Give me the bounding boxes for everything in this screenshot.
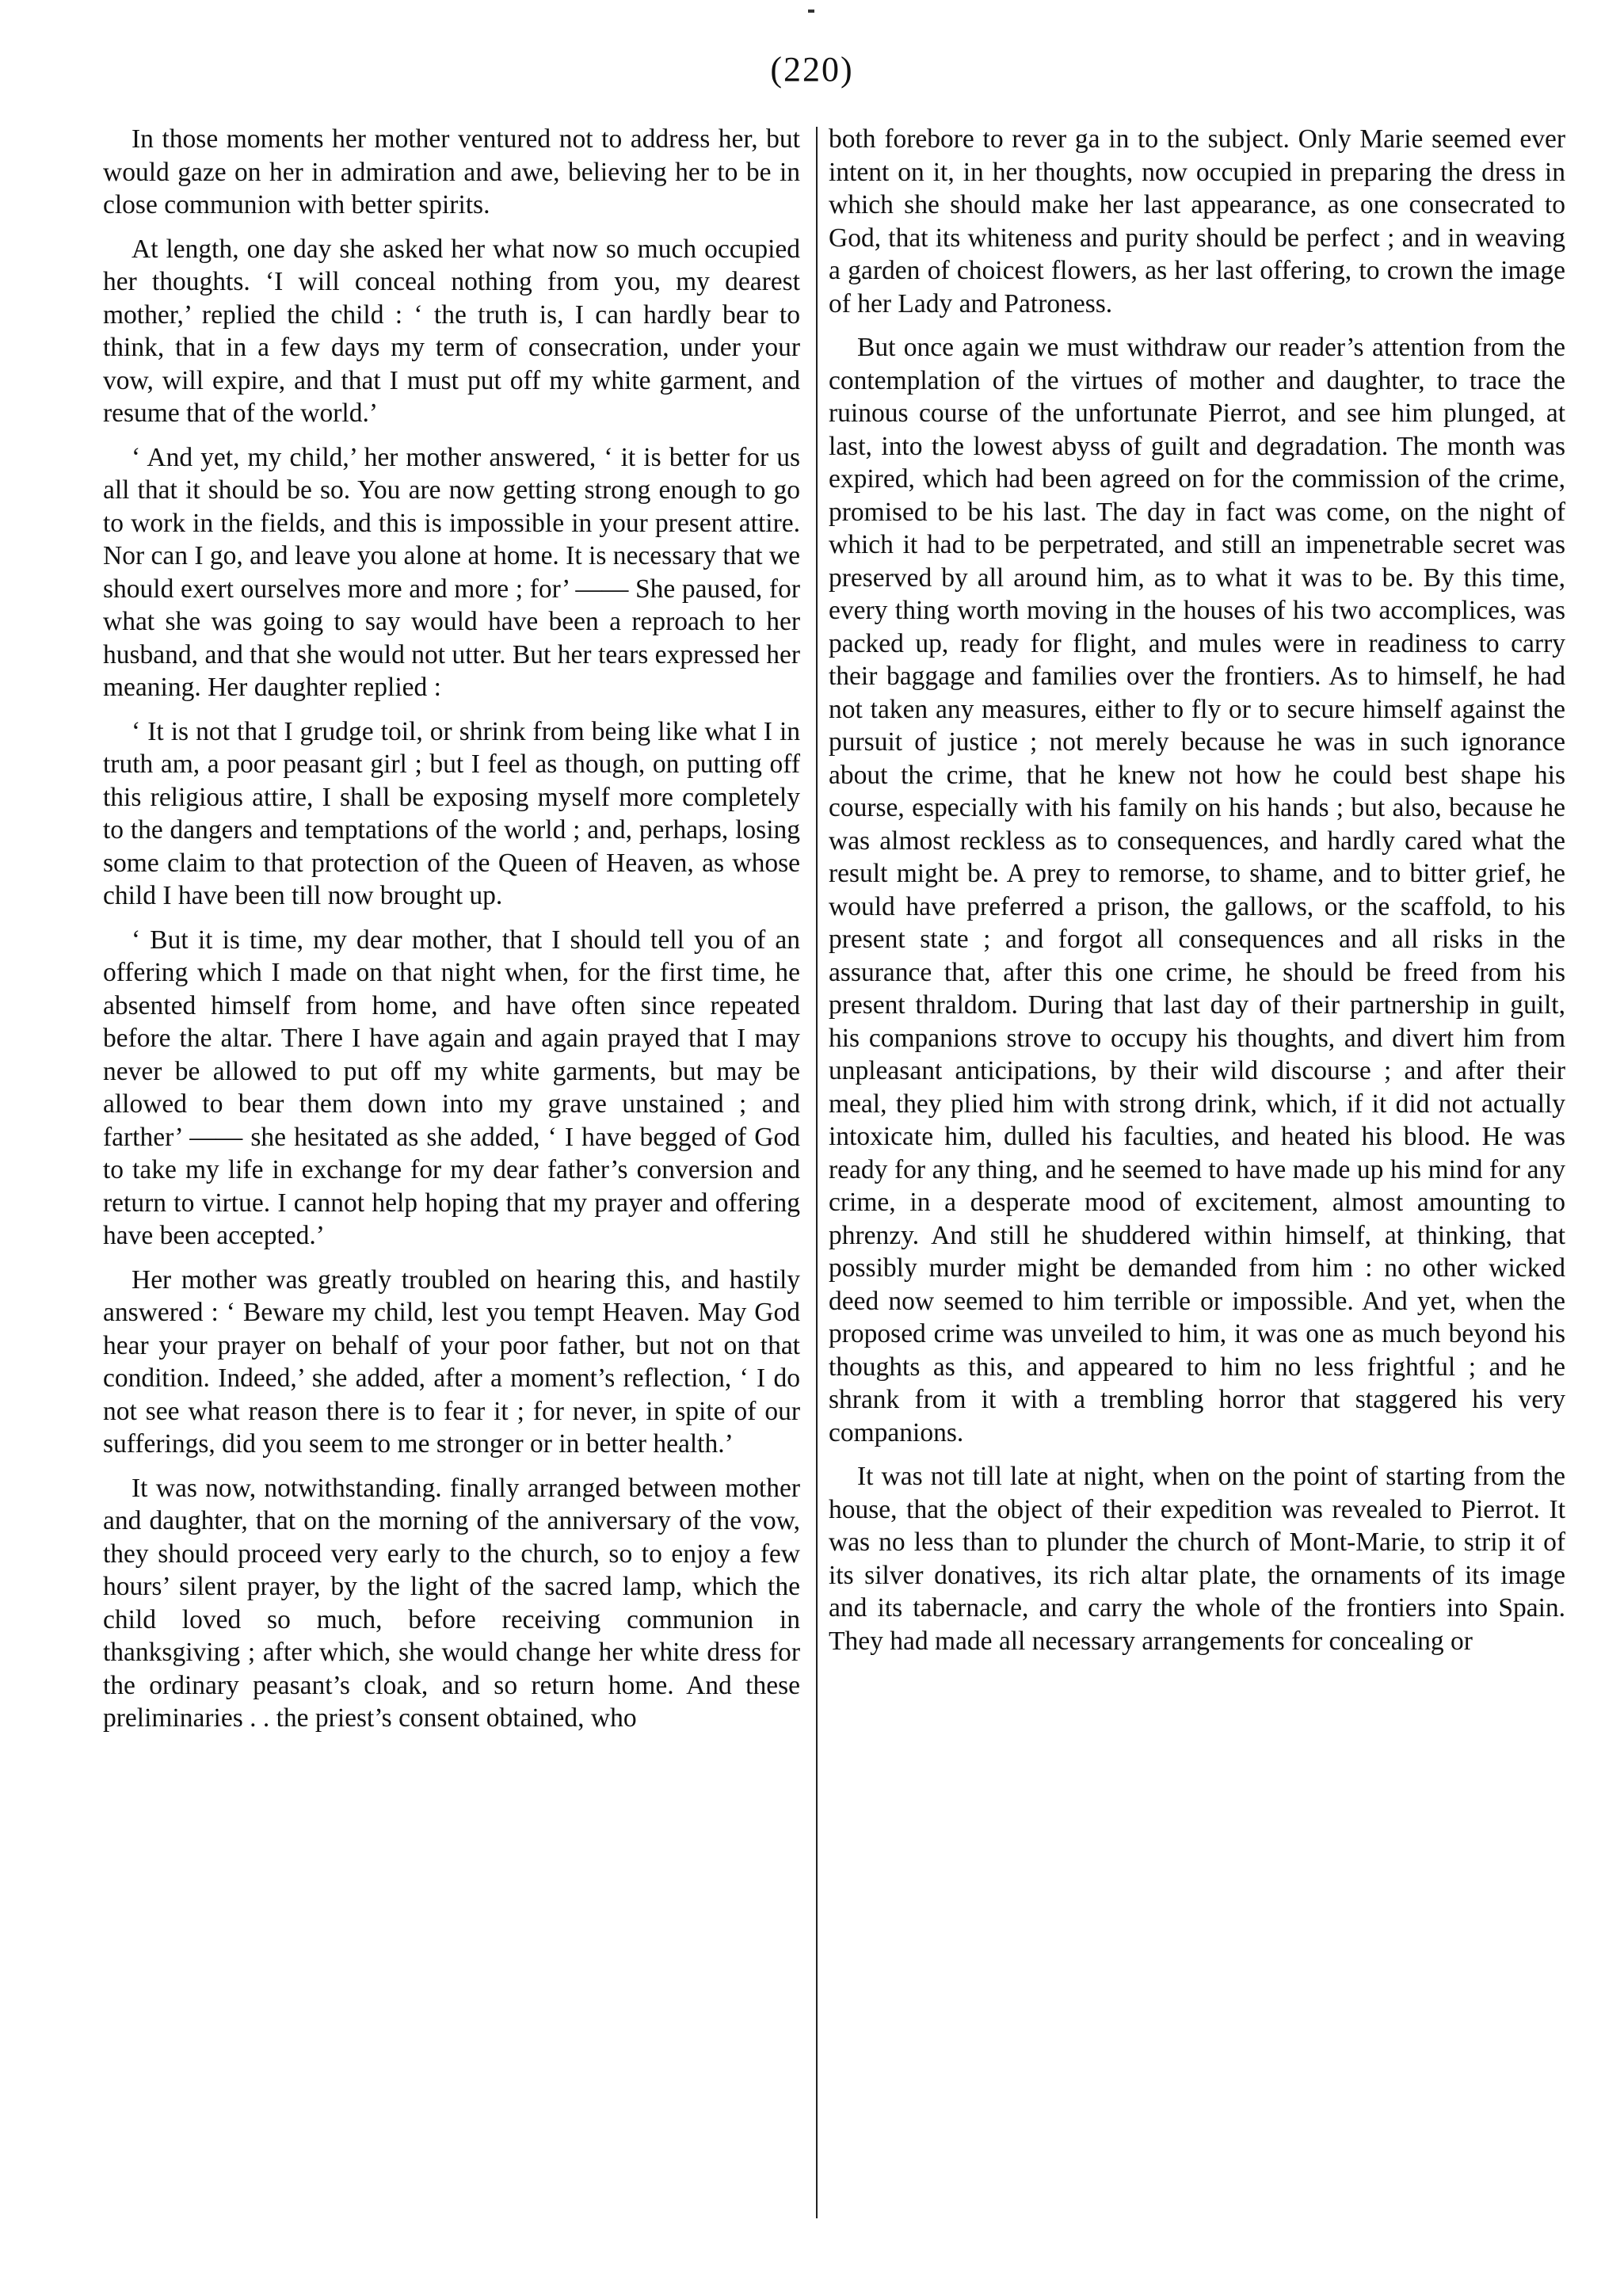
column-divider — [816, 127, 818, 2218]
paragraph: At length, one day she asked her what now so much occupied her thoughts. ‘I will conceal nothing from you, my dearest mother,’ replied the child : ‘ the truth is, I can hardly bear to think, that in a few days my term of consecration, under your vow, will expire, and that I must put off my white garment, and resume that of the world.’ — [103, 234, 800, 428]
paragraph: It was not till late at night, when on the point of starting from the house, that the object of their expedition was revealed to Pierrot. It was no less than to plunder the church of Mont-Marie, to strip it of its silver donatives, its rich altar plate, the ornaments of its image and its tabernacle, and carry the whole of the frontiers into Spain. They had made all necessary arrangements for concealing or — [829, 1462, 1565, 1656]
paragraph: ‘ And yet, my child,’ her mother answered, ‘ it is better for us all that it should be so. You are now getting strong enough to go to work in the fields, and this is impossible in your present attire. Nor can I go, and leave you alone at home. It is necessary that we should exert ourselves more and more ; for’ —— She paused, for what she was going to say would have been a reproach to her husband, and that she would not utter. But her tears expressed her meaning. Her daughter replied : — [103, 442, 800, 702]
paragraph: ‘ But it is time, my dear mother, that I should tell you of an offering which I made on that night when, for the first time, he absented himself from home, and have often since repeated before the altar. There I have again and again prayed that I may never be allowed to put off my white garments, but may be allowed to bear them down into my grave unstained ; and farther’ —— she hesitated as she added, ‘ I have begged of God to take my life in exchange for my dear father’s conversion and return to virtue. I cannot help hoping that my prayer and offering have been accepted.’ — [103, 925, 800, 1250]
paragraph: both forebore to rever ga in to the subject. Only Marie seemed ever intent on it, in her thoughts, now occupied in preparing the dress in which she should make her last appearance, as one consecrated to God, that its whiteness and purity should be perfect ; and in weaving a garden of choicest flowers, as her last offering, to crown the image of her Lady and Patroness. — [829, 124, 1565, 318]
right-column — [829, 123, 1565, 1669]
page-number: (220) — [770, 50, 854, 89]
left-column — [103, 123, 800, 1746]
paragraph: ‘ It is not that I grudge toil, or shrink from being like what I in truth am, a poor peasant girl ; but I feel as though, on putting off this religious attire, I shall be exposing myself more completely to the dangers and temptations of the world ; and, perhaps, losing some claim to that protection of the Queen of Heaven, as whose child I have been till now brought up. — [103, 716, 800, 910]
paragraph: But once again we must withdraw our reader’s attention from the contemplation of the virtues of mother and daughter, to trace the ruinous course of the unfortunate Pierrot, and see him plunged, at last, into the lowest abyss of guilt and degradation. The month was expired, which had been agreed on for the commission of the crime, promised to be his last. The day in fact was come, on the night of which it had to be perpetrated, and still an impenetrable secret was preserved by all around him, as to what it was to be. By this time, every thing worth moving in the houses of his two accomplices, was packed up, ready for flight, and mules were in readiness to carry their baggage and families over the frontiers. As to himself, he had not taken any measures, either to fly or to secure himself against the pursuit of justice ; not merely because he was in such ignorance about the crime, that he knew not how he could best shape his course, especially with his family on his hands ; but also, because he was almost reckless as to consequences, and hardly cared what the result might be. A prey to remorse, to shame, and to bitter grief, he would have preferred a prison, the gallows, or the scaffold, to his present state ; and forgot all consequences and all risks in the assurance that, after this one crime, he should be freed from his present thraldom. During that last day of their partnership in guilt, his companions strove to occupy his thoughts, and divert him from unpleasant anticipations, by their wild discourse ; and after their meal, they plied him with strong drink, which, if it did not actually intoxicate him, dulled his faculties, and heated his blood. He was ready for any thing, and he seemed to have made up his mind for any crime, in a desperate mood of excitement, almost amounting to phrenzy. And still he shuddered within himself, at thinking, that possibly murder might be demanded from him : no other wicked deed now seemed to him terrible or impossible. And yet, when the proposed crime was unveiled to him, it was one as much beyond his thoughts as this, and appeared to him no less frightful ; and he shrank from it with a trembling horror that staggered his very companions. — [829, 333, 1565, 1447]
paragraph: Her mother was greatly troubled on hearing this, and hastily answered : ‘ Beware my child, lest you tempt Heaven. May God hear your prayer on behalf of your poor father, but not on that condition. Indeed,’ she added, after a moment’s reflection, ‘ I do not see what reason there is to fear it ; for never, in spite of our sufferings, did you seem to me stronger or in better health.’ — [103, 1264, 800, 1459]
paragraph: It was now, notwithstanding. finally arranged between mother and daughter, that on the morning of the anniversary of the vow, they should proceed very early to the church, so to enjoy a few hours’ silent prayer, by the light of the sacred lamp, which the child loved so much, before receiving communion in thanksgiving ; after which, she would change her white dress for the ordinary peasant’s cloak, and so return home. And these preliminaries . . the priest’s consent obtained, who — [103, 1473, 800, 1733]
paragraph: In those moments her mother ventured not to address her, but would gaze on her in admiration and awe, believing her to be in close communion with better spirits. — [103, 124, 800, 219]
print-speck — [808, 10, 814, 13]
